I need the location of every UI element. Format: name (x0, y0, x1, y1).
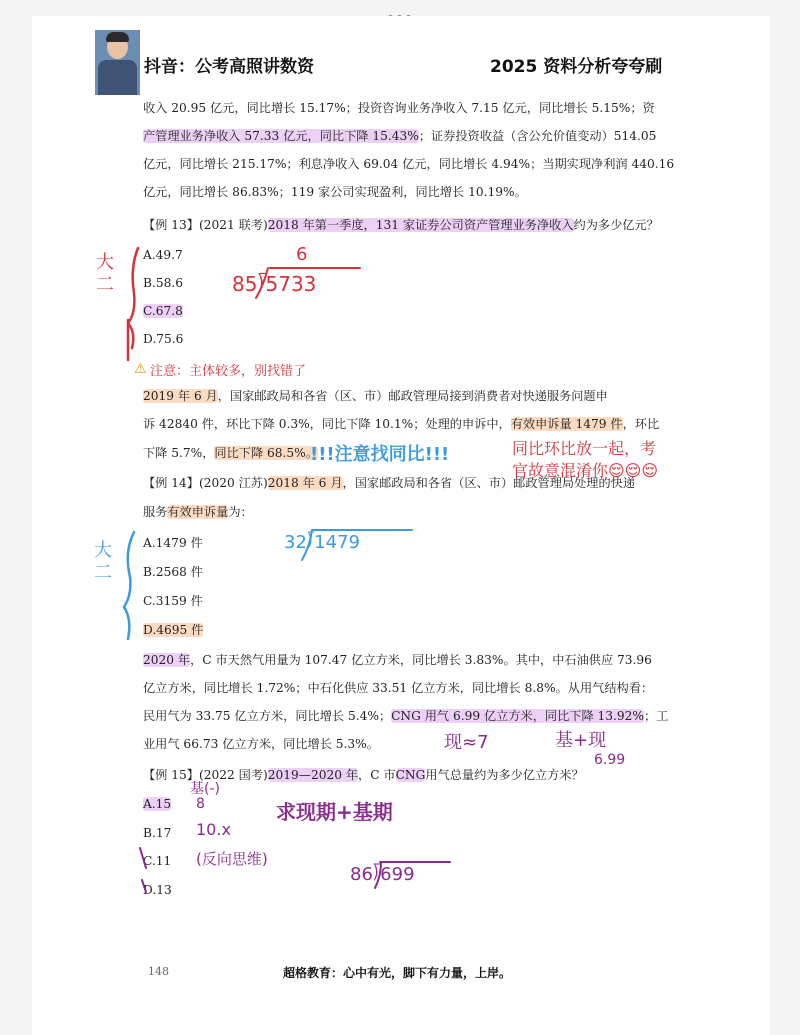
q13-prefix: 【例 13】(2021 联考) (143, 218, 268, 232)
q14-option-c[interactable]: C.3159 件 (143, 594, 203, 608)
passage3-line1 (143, 652, 652, 668)
passage2-line2-a: 诉 42840 件，环比下降 0.3%，同比下降 10.1%；处理的申诉中， (143, 417, 511, 431)
q13-option-c[interactable] (143, 303, 183, 319)
q14-division: 32⟌1479 (284, 532, 360, 553)
q15-fraction-bottom: 8 (196, 796, 205, 812)
q15-mid: ，C 市 (358, 768, 396, 782)
highlight-2019-june: 2019 年 6 月 (143, 389, 218, 403)
q14-option-d[interactable] (143, 622, 203, 638)
q15-suffix: 用气总量约为多少亿立方米？ (425, 768, 584, 782)
q13-option-c-label: C.67.8 (143, 304, 183, 318)
passage2-line2 (143, 416, 659, 432)
q15-base-value: 6.99 (594, 752, 626, 768)
passage3-line2: 亿立方米，同比增长 1.72%；中石化供应 33.51 亿立方米，同比增长 8.8%。从用气结构看： (143, 681, 654, 695)
right-note-line1: 同比环比放一起，考 (512, 439, 657, 458)
q14-line2-highlight: 有效申诉量 (167, 505, 229, 519)
q14-highlight: 2018 年 6 月 (267, 476, 343, 490)
q15-option-d[interactable]: D.13 (143, 883, 172, 897)
passage2-line3 (143, 445, 318, 461)
q14-rest: ，国家邮政局和各省（区、市）邮政管理局处理的快递 (342, 476, 636, 490)
q15-prefix: 【例 15】(2022 国考) (143, 768, 268, 782)
highlight-2020: 2020 年 (143, 653, 191, 667)
q13-option-b[interactable]: B.58.6 (143, 276, 183, 290)
q13-suffix: 约为多少亿元？ (573, 218, 659, 232)
q13-stem (143, 217, 659, 233)
author-photo (95, 30, 140, 95)
q15-ten-note: 10.x (196, 820, 231, 839)
highlight-valid-complaints: 有效申诉量 1479 件 (510, 417, 623, 431)
passage1-line3: 亿元，同比增长 215.17%；利息净收入 69.04 亿元，同比增长 4.94%；当期实现净利润 440.16 (143, 157, 675, 171)
q13-option-a[interactable]: A.49.7 (143, 248, 183, 262)
q15-reverse-note: (反向思维) (196, 850, 268, 868)
passage3-line3-a: 民用气为 33.75 亿立方米，同比增长 5.4%； (143, 709, 392, 723)
passage1-line2-rest: ；证券投资收益（含公允价值变动）514.05 (418, 129, 657, 143)
q15-now-note: 现≈7 (444, 732, 489, 753)
q15-option-a[interactable] (143, 796, 171, 812)
passage2-line2-b: ，环比 (622, 417, 660, 431)
warning-icon: ⚠ (134, 361, 147, 377)
q14-prefix: 【例 14】(2020 江苏) (143, 476, 268, 490)
highlight-cng: CNG 用气 6.99 亿立方米，同比下降 13.92% (391, 709, 644, 723)
q15-division: 86⟌699 (350, 864, 415, 885)
q14-option-a[interactable]: A.1479 件 (143, 536, 203, 550)
q13-highlight: 2018 年第一季度，131 家证券公司资产管理业务净收入 (267, 218, 574, 232)
q15-base-note: 基+现 (555, 730, 607, 751)
q14-option-d-label: D.4695 件 (143, 623, 204, 637)
warning-note: 注意：主体较多，别找错了 (150, 364, 307, 379)
q14-line2-b: 为： (228, 505, 253, 519)
q13-quotient: 6 (296, 244, 308, 265)
passage3-line3-b: ；工 (644, 709, 669, 723)
q13-division: 85⟌5733 (232, 272, 317, 296)
page-number: 148 (148, 965, 169, 978)
passage1-line4: 亿元，同比增长 86.83%；119 家公司实现盈利，同比增长 10.19%。 (143, 185, 527, 199)
q14-option-b[interactable]: B.2568 件 (143, 565, 203, 579)
passage3-line4: 业用气 66.73 亿立方米，同比增长 5.3%。 (143, 737, 379, 751)
passage2-line1-rest: ，国家邮政局和各省（区、市）邮政管理局接到消费者对快递服务问题申 (217, 389, 608, 403)
right-note-line2: 官故意混淆你😌😌😌 (512, 461, 659, 480)
header-left-title: 抖音：公考高照讲数资 (144, 57, 314, 77)
footer-slogan: 超格教育：心中有光，脚下有力量，上岸。 (283, 966, 512, 980)
passage3-line3 (143, 708, 668, 724)
q13-brace-note: 大二 (96, 252, 114, 295)
passage2-line1 (143, 388, 608, 404)
highlight-asset-mgmt: 产管理业务净收入 57.33 亿元，同比下降 15.43% (143, 129, 419, 143)
q14-stem-line2 (143, 504, 253, 520)
more-options-dots[interactable] (386, 5, 416, 15)
q15-highlight-cng: CNG (395, 768, 426, 782)
q14-brace-note: 大二 (94, 540, 112, 583)
highlight-yoy-decline: 同比下降 68.5%。 (214, 446, 318, 460)
q13-option-d[interactable]: D.75.6 (143, 332, 184, 346)
q15-goal-note: 求现期+基期 (276, 800, 393, 824)
passage3-line1-rest: ，C 市天然气用量为 107.47 亿立方米，同比增长 3.83%。其中，中石油供应 73.96 (190, 653, 652, 667)
exclaim-note: !!!注意找同比!!! (310, 444, 450, 465)
q15-highlight-years: 2019—2020 年 (267, 768, 359, 782)
q14-line2-a: 服务 (143, 505, 168, 519)
q15-fraction-top: 基(-) (190, 781, 220, 797)
passage1-line1: 收入 20.95 亿元，同比增长 15.17%；投资咨询业务净收入 7.15 亿元，同比增长 5.15%；资 (143, 101, 655, 115)
q15-option-a-label: A.15 (143, 797, 172, 811)
passage2-line3-a: 下降 5.7%， (143, 446, 215, 460)
passage1-line2 (143, 128, 656, 144)
header-right-title: 2025 资料分析夸夸刷 (490, 57, 663, 77)
q15-option-c[interactable]: C.11 (143, 854, 172, 868)
q15-option-b[interactable]: B.17 (143, 826, 172, 840)
